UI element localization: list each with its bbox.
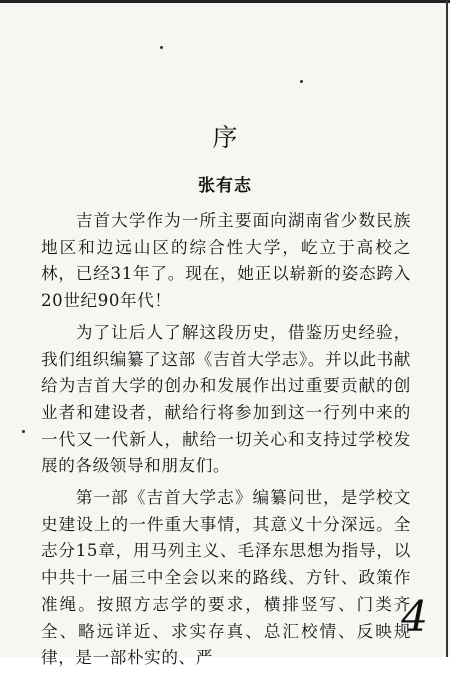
scan-speck [300, 80, 303, 83]
author-name: 张有志 [198, 176, 252, 196]
paragraph-3: 第一部《吉首大学志》编纂问世，是学校文史建设上的一件重大事情，其意义十分深远。全志分15章，用马列主义、毛泽东思想为指导，以中共十一届三中全会以来的路线、方针、政策作准绳。按照方志学的要求，横排竖写、门类齐全、略远详近、求实存真、总汇校情、反映规律，是一部朴实的、严 [41, 488, 411, 668]
body-text [41, 208, 411, 677]
page-right-edge [446, 0, 448, 657]
scan-speck [160, 46, 163, 49]
scan-speck [22, 430, 25, 433]
page-title: 序 [212, 123, 238, 152]
page-number: 4 [401, 592, 428, 641]
paragraph-2: 为了让后人了解这段历史，借鉴历史经验，我们组织编纂了这部《吉首大学志》。并以此书献给为吉首大学的创办和发展作出过重要贡献的创业者和建设者，献给行将参加到这一行列中来的一代又一代新人，献给一切关心和支持过学校发展的各级领导和朋友们。 [41, 322, 411, 476]
paragraph-1: 吉首大学作为一所主要面向湖南省少数民族地区和边远山区的综合性大学，屹立于高校之林，已经31年了。现在，她正以崭新的姿态跨入20世纪90年代！ [41, 211, 411, 311]
page-top-edge [0, 0, 450, 3]
